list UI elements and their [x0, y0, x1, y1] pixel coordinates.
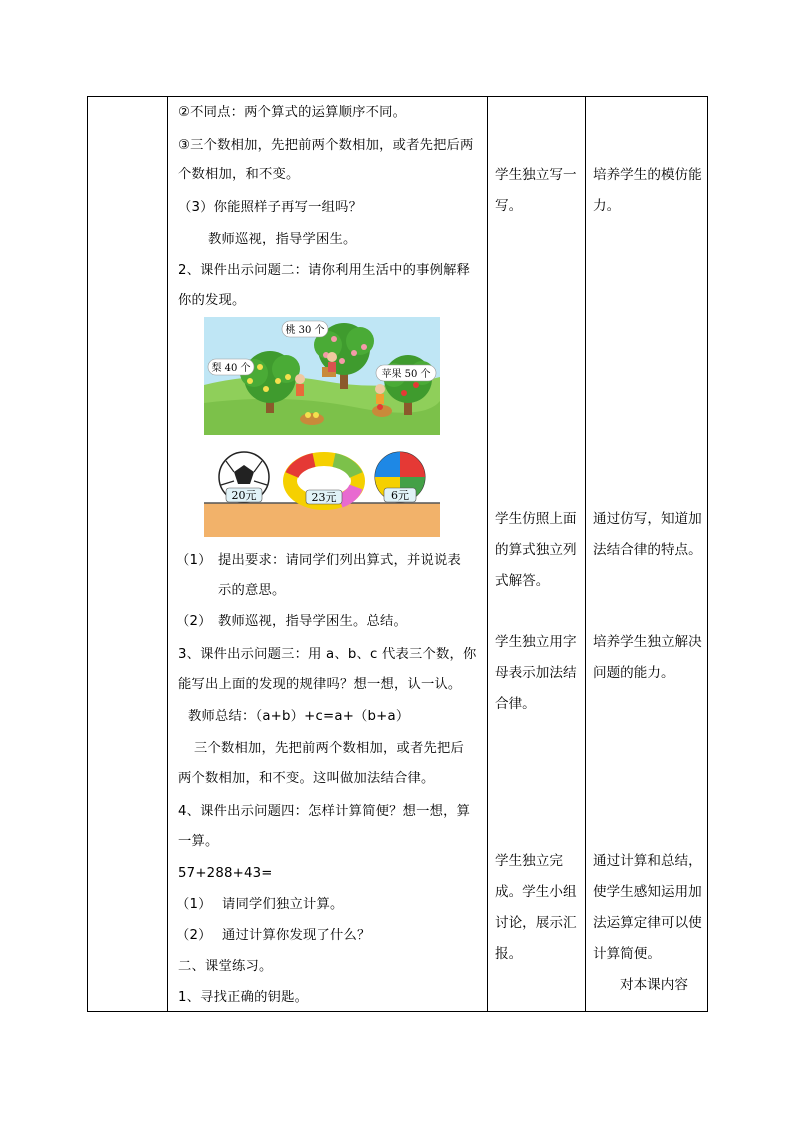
design-intent-text: 通过计算和总结，使学生感知运用加法运算定律可以使计算简便。 [593, 853, 702, 962]
design-intent-text: 培养学生独立解决问题的能力。 [593, 634, 702, 681]
text-line: ③三个数相加，先把前两个数相加，或者先把后两 [178, 138, 474, 153]
text-line: 提出要求：请同学们列出算式，并说说表 [218, 553, 461, 568]
apple-label [376, 365, 436, 381]
student-activity-column [488, 97, 586, 1012]
empty-left-column [88, 97, 168, 1012]
text-line: 教师巡视，指导学困生。总结。 [218, 614, 407, 629]
text-line: 3、课件出示问题三：用 a、b、c 代表三个数，你 [178, 647, 477, 662]
text-line: 教师总结：（a+b）+c=a+（b+a） [188, 709, 410, 724]
text-line: 三个数相加，先把前两个数相加，或者先把后 [194, 741, 464, 756]
student-activity-text: 学生仿照上面的算式独立列式解答。 [495, 511, 577, 589]
design-intent-text: 培养学生的模仿能力。 [593, 167, 702, 214]
text-line: 示的意思。 [218, 583, 286, 598]
text-line-label: （1） [176, 553, 212, 568]
design-intent-text: 对本课内容 [620, 977, 688, 993]
svg-text:23元: 23元 [311, 491, 337, 504]
design-intent-text: 通过仿写，知道加法结合律的特点。 [593, 511, 702, 558]
svg-text:6元: 6元 [391, 489, 409, 502]
text-line-label: （2） [176, 614, 212, 629]
orchard-scene [204, 317, 440, 435]
text-line: 1、寻找正确的钥匙。 [178, 990, 309, 1005]
svg-text:20元: 20元 [231, 489, 257, 502]
text-line: 教师巡视，指导学困生。 [208, 232, 357, 247]
text-line: 57+288+43= [178, 866, 273, 881]
text-line: 通过计算你发现了什么？ [222, 928, 371, 943]
design-intent-column [586, 97, 708, 1012]
text-line-label: （2） [176, 928, 212, 943]
student-activity-text: 学生独立完成。学生小组讨论，展示汇报。 [495, 853, 577, 962]
teaching-process-column [168, 97, 488, 1012]
lesson-plan-table [87, 96, 708, 1012]
text-line: 4、课件出示问题四：怎样计算简便？想一想，算 [178, 804, 471, 819]
text-line: 两个数相加，和不变。这叫做加法结合律。 [178, 771, 435, 786]
text-line: 二、课堂练习。 [178, 959, 273, 974]
peach-label [282, 321, 328, 337]
beach-ball-icon [375, 452, 425, 502]
text-line: 个数相加，和不变。 [178, 167, 300, 182]
text-line: 能写出上面的发现的规律吗？想一想，认一认。 [178, 677, 462, 692]
illustration [204, 315, 440, 541]
svg-text:苹果 50 个: 苹果 50 个 [381, 369, 431, 380]
text-line: ②不同点：两个算式的运算顺序不同。 [178, 105, 407, 120]
svg-text:桃 30 个: 桃 30 个 [285, 325, 325, 336]
student-activity-text: 学生独立写一写。 [495, 167, 577, 214]
products-scene [204, 445, 440, 541]
text-line: 一算。 [178, 834, 219, 849]
text-line: 2、课件出示问题二：请你利用生活中的事例解释 [178, 263, 471, 278]
text-line: 你的发现。 [178, 293, 246, 308]
text-line: （3）你能照样子再写一组吗？ [178, 200, 363, 215]
text-line-label: （1） [176, 897, 212, 912]
pear-label [208, 359, 254, 375]
text-line: 请同学们独立计算。 [222, 897, 344, 912]
student-activity-text: 学生独立用字母表示加法结合律。 [495, 634, 577, 712]
soccer-ball-icon [219, 452, 269, 502]
svg-text:梨 40 个: 梨 40 个 [211, 363, 251, 374]
